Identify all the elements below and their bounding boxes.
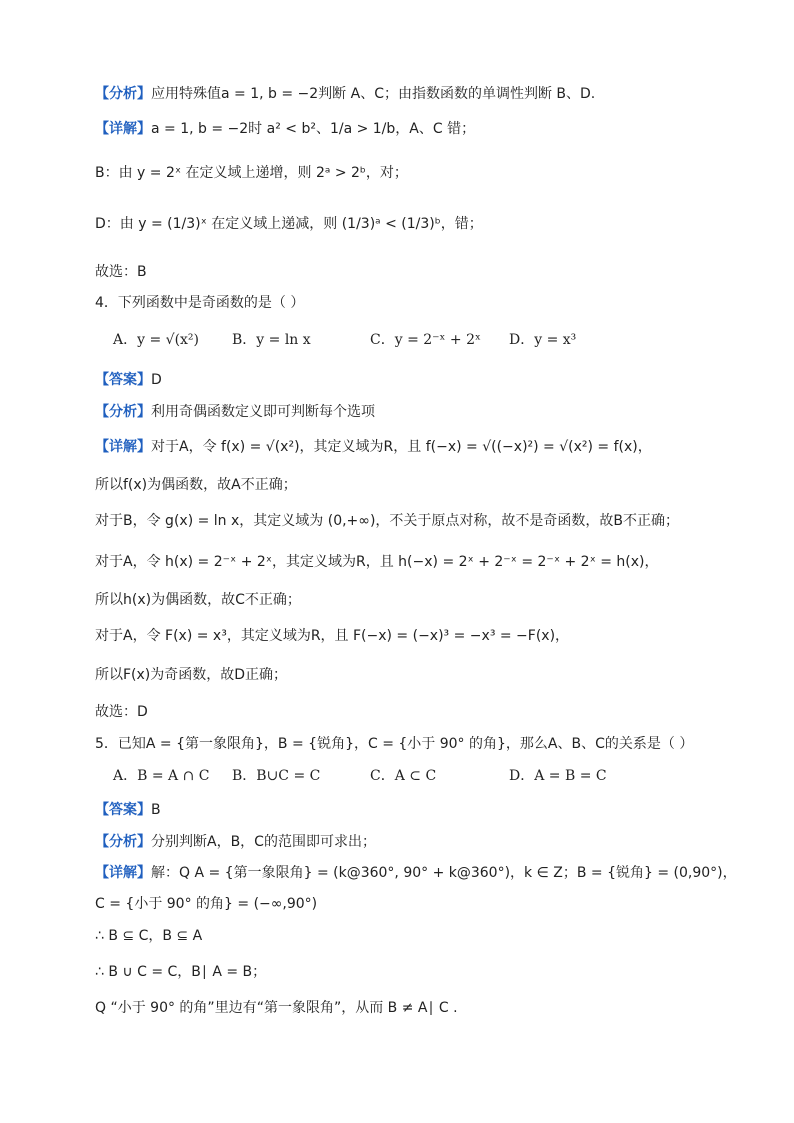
text-line <box>95 800 161 820</box>
text-line <box>95 590 301 610</box>
text-line <box>95 163 408 183</box>
line-text: 解：Q A = {第一象限角} = (k@360°, 90° + k@360°)，k ∈ Z；B = {锐角} = (0,90°)， <box>151 865 737 881</box>
text-line <box>95 894 317 914</box>
text-line <box>95 962 266 982</box>
line-text: 对于A，令 h(x) = 2⁻ˣ + 2ˣ，其定义域为R，且 h(−x) = 2ˣ + 2⁻ˣ = 2⁻ˣ + 2ˣ = h(x)， <box>95 554 659 570</box>
text-line <box>95 832 376 852</box>
choice-option: B．y = ln x <box>232 332 311 348</box>
line-text: 所以F(x)为奇函数，故D正确； <box>95 667 288 683</box>
section-tag: 【答案】 <box>95 802 151 818</box>
line-text: 4．下列函数中是奇函数的是（ ） <box>95 295 305 311</box>
line-text: 利用奇偶函数定义即可判断每个选项 <box>151 404 375 420</box>
line-text: 所以h(x)为偶函数，故C不正确； <box>95 592 301 608</box>
choice-option: D．y = x³ <box>509 332 577 348</box>
line-text: C = {小于 90° 的角} = (−∞,90°) <box>95 896 318 912</box>
section-tag: 【分析】 <box>95 404 151 420</box>
section-tag: 【答案】 <box>95 372 151 388</box>
section-tag: 【详解】 <box>95 865 151 881</box>
text-line <box>95 626 569 646</box>
section-tag: 【详解】 <box>95 121 151 137</box>
line-text: 对于A，令 f(x) = √(x²)，其定义域为R，且 f(−x) = √((−x)²) = √(x²) = f(x)， <box>151 439 652 455</box>
line-text: 故选：B <box>95 264 147 280</box>
text-line <box>95 998 458 1018</box>
line-text: 对于B，令 g(x) = ln x，其定义域为 (0,+∞)，不关于原点对称，故不是奇函数，故B不正确； <box>95 513 680 529</box>
line-text: a = 1, b = −2时 a² < b²、1/a > 1/b，A、C 错； <box>151 121 476 137</box>
line-text: D <box>151 372 162 388</box>
text-line <box>95 370 162 390</box>
text-line <box>95 293 304 313</box>
text-line <box>95 665 287 685</box>
line-text: B：由 y = 2ˣ 在定义域上递增，则 2ᵃ > 2ᵇ，对； <box>95 165 408 181</box>
choice-option: B．B∪C = C <box>232 768 321 784</box>
text-line <box>95 734 693 754</box>
choice-option: A．B = A ∩ C <box>113 768 210 784</box>
text-line <box>95 402 375 422</box>
text-line <box>95 552 659 572</box>
text-line <box>95 437 652 457</box>
choice-option: C．y = 2⁻ˣ + 2ˣ <box>370 332 481 348</box>
text-line <box>95 119 475 139</box>
choice-option: A．y = √(x²) <box>113 332 200 348</box>
section-tag: 【分析】 <box>95 86 151 102</box>
text-line <box>95 702 148 722</box>
line-text: 5．已知A = {第一象限角}，B = {锐角}，C = {小于 90° 的角}，那么A、B、C的关系是（ ） <box>95 736 694 752</box>
text-line <box>95 511 679 531</box>
line-text: 对于A，令 F(x) = x³，其定义域为R，且 F(−x) = (−x)³ = −x³ = −F(x)， <box>95 628 570 644</box>
text-line <box>95 863 737 883</box>
section-tag: 【分析】 <box>95 834 151 850</box>
text-line <box>95 84 595 104</box>
text-line <box>95 214 483 234</box>
line-text: ∴ B ∪ C = C，B∣ A = B； <box>95 964 267 980</box>
text-line <box>95 926 202 946</box>
text-line <box>95 475 297 495</box>
section-tag: 【详解】 <box>95 439 151 455</box>
line-text: B <box>151 802 161 818</box>
choice-option: D．A = B = C <box>509 768 607 784</box>
line-text: Q “小于 90° 的角”里边有“第一象限角”，从而 B ≠ A∣ C . <box>95 1000 458 1016</box>
text-line <box>95 262 147 282</box>
line-text: ∴ B ⊆ C，B ⊆ A <box>95 928 203 944</box>
line-text: 所以f(x)为偶函数，故A不正确； <box>95 477 297 493</box>
line-text: 分别判断A，B，C的范围即可求出； <box>151 834 376 850</box>
line-text: D：由 y = (1/3)ˣ 在定义域上递减，则 (1/3)ᵃ < (1/3)ᵇ，错； <box>95 216 483 232</box>
choice-option: C．A ⊂ C <box>370 768 437 784</box>
line-text: 应用特殊值a = 1, b = −2判断 A、C；由指数函数的单调性判断 B、D. <box>151 86 596 102</box>
line-text: 故选：D <box>95 704 148 720</box>
